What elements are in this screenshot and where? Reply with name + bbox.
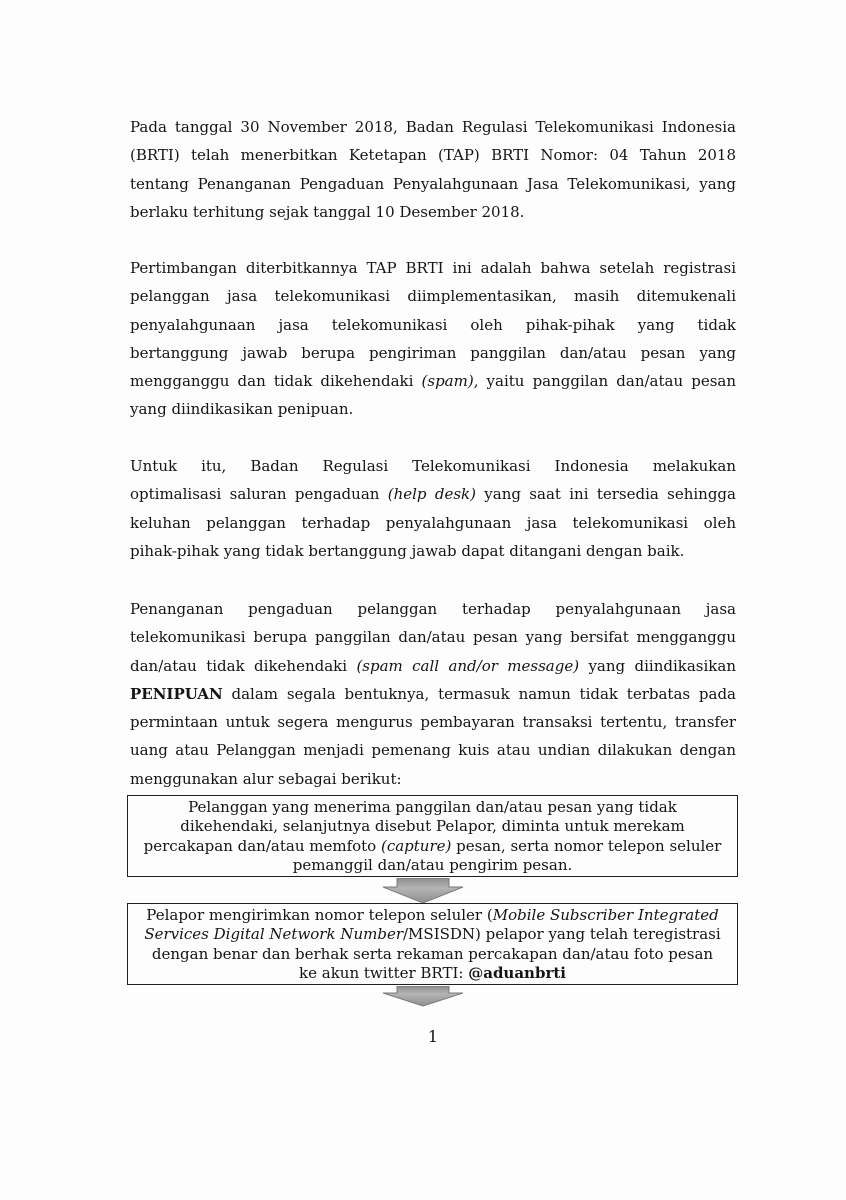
text-line: menggunakan alur sebagai berikut: (130, 769, 402, 788)
text-line: (BRTI) telah menerbitkan Ketetapan (TAP) BRTI Nomor: 04 Tahun 2018 (130, 146, 736, 165)
text-line (130, 480, 736, 508)
twitter-handle: @aduanbrti (468, 964, 566, 982)
flow-step-box-2 (127, 903, 738, 985)
box-text-line: dikehendaki, selanjutnya disebut Pelapor, diminta untuk merekam (180, 817, 685, 835)
flow-step-box-1 (127, 795, 738, 877)
box-text-line (134, 964, 731, 984)
italic-term: (capture) (380, 836, 452, 855)
text-line: Untuk itu, Badan Regulasi Telekomunikasi Indonesia melakukan (130, 457, 736, 475)
text-line: penyalahgunaan jasa telekomunikasi oleh pihak-pihak yang tidak (130, 315, 736, 334)
italic-term: (help desk) (387, 485, 476, 504)
box-text-line (134, 906, 731, 926)
text-line: keluhan pelanggan terhadap penyalahgunaan jasa telekomunikasi oleh (130, 513, 736, 532)
text-segment: /MSISDN) pelapor yang telah teregistrasi (403, 925, 721, 943)
paragraph-2 (130, 254, 736, 424)
italic-term: (spam call and/or message) (356, 656, 580, 675)
text-segment: yang saat ini tersedia sehingga (475, 485, 736, 504)
page-number: 1 (427, 1027, 439, 1046)
text-line: permintaan untuk segera mengurus pembayaran transaksi tertentu, transfer (130, 713, 736, 732)
down-arrow-icon (378, 878, 468, 904)
text-segment: mengganggu dan tidak dikehendaki (130, 372, 422, 391)
text-segment: optimalisasi saluran pengaduan (130, 485, 388, 504)
text-segment: dan/atau tidak dikehendaki (130, 656, 357, 675)
text-segment: dalam segala bentuknya, termasuk namun tidak terbatas pada (222, 684, 736, 703)
text-line: uang atau Pelanggan menjadi pemenang kuis atau undian dilakukan dengan (130, 741, 736, 760)
paragraph-1 (130, 113, 736, 226)
text-segment: Pelapor mengirimkan nomor telepon seluler ( (146, 905, 493, 924)
down-arrow-icon (378, 986, 468, 1007)
paragraph-3 (130, 452, 736, 565)
text-line: Pada tanggal 30 November 2018, Badan Regulasi Telekomunikasi Indonesia (130, 118, 736, 136)
paragraph-4 (130, 595, 736, 793)
text-line: yang diindikasikan penipuan. (130, 400, 354, 419)
text-line: telekomunikasi berupa panggilan dan/atau pesan yang bersifat mengganggu (130, 628, 736, 647)
box-text-line: dengan benar dan berhak serta rekaman percakapan dan/atau foto pesan (151, 944, 714, 963)
text-line: bertanggung jawab berupa pengiriman panggilan dan/atau pesan yang (130, 343, 736, 362)
text-segment: , yaitu panggilan dan/atau pesan (473, 372, 736, 391)
text-line: pihak-pihak yang tidak bertanggung jawab dapat ditangani dengan baik. (130, 541, 685, 560)
text-line: tentang Penanganan Pengaduan Penyalahgunaan Jasa Telekomunikasi, yang (130, 174, 736, 193)
text-line (130, 680, 736, 708)
box-text-line (134, 837, 731, 857)
bold-term: PENIPUAN (130, 684, 223, 703)
text-segment: percakapan dan/atau memfoto (143, 836, 381, 855)
text-line: Pertimbangan diterbitkannya TAP BRTI ini adalah bahwa setelah registrasi (130, 259, 736, 277)
text-line (130, 652, 736, 680)
box-text-line: Pelanggan yang menerima panggilan dan/atau pesan yang tidak (188, 797, 677, 816)
italic-term: Mobile Subscriber Integrated (492, 905, 719, 924)
box-text-line (134, 925, 731, 945)
text-segment: yang diindikasikan (579, 656, 736, 675)
text-line (130, 367, 736, 395)
text-segment: pesan, serta nomor telepon seluler (451, 836, 722, 855)
text-segment: ke akun twitter BRTI: (299, 964, 469, 982)
text-line: berlaku terhitung sejak tanggal 10 Desember 2018. (130, 202, 525, 221)
italic-term: Services Digital Network Number (144, 925, 403, 943)
text-line: pelanggan jasa telekomunikasi diimplementasikan, masih ditemukenali (130, 287, 736, 306)
italic-term: (spam) (421, 372, 474, 391)
box-text-line: pemanggil dan/atau pengirim pesan. (292, 856, 573, 874)
text-line: Penanganan pengaduan pelanggan terhadap penyalahgunaan jasa (130, 600, 736, 618)
